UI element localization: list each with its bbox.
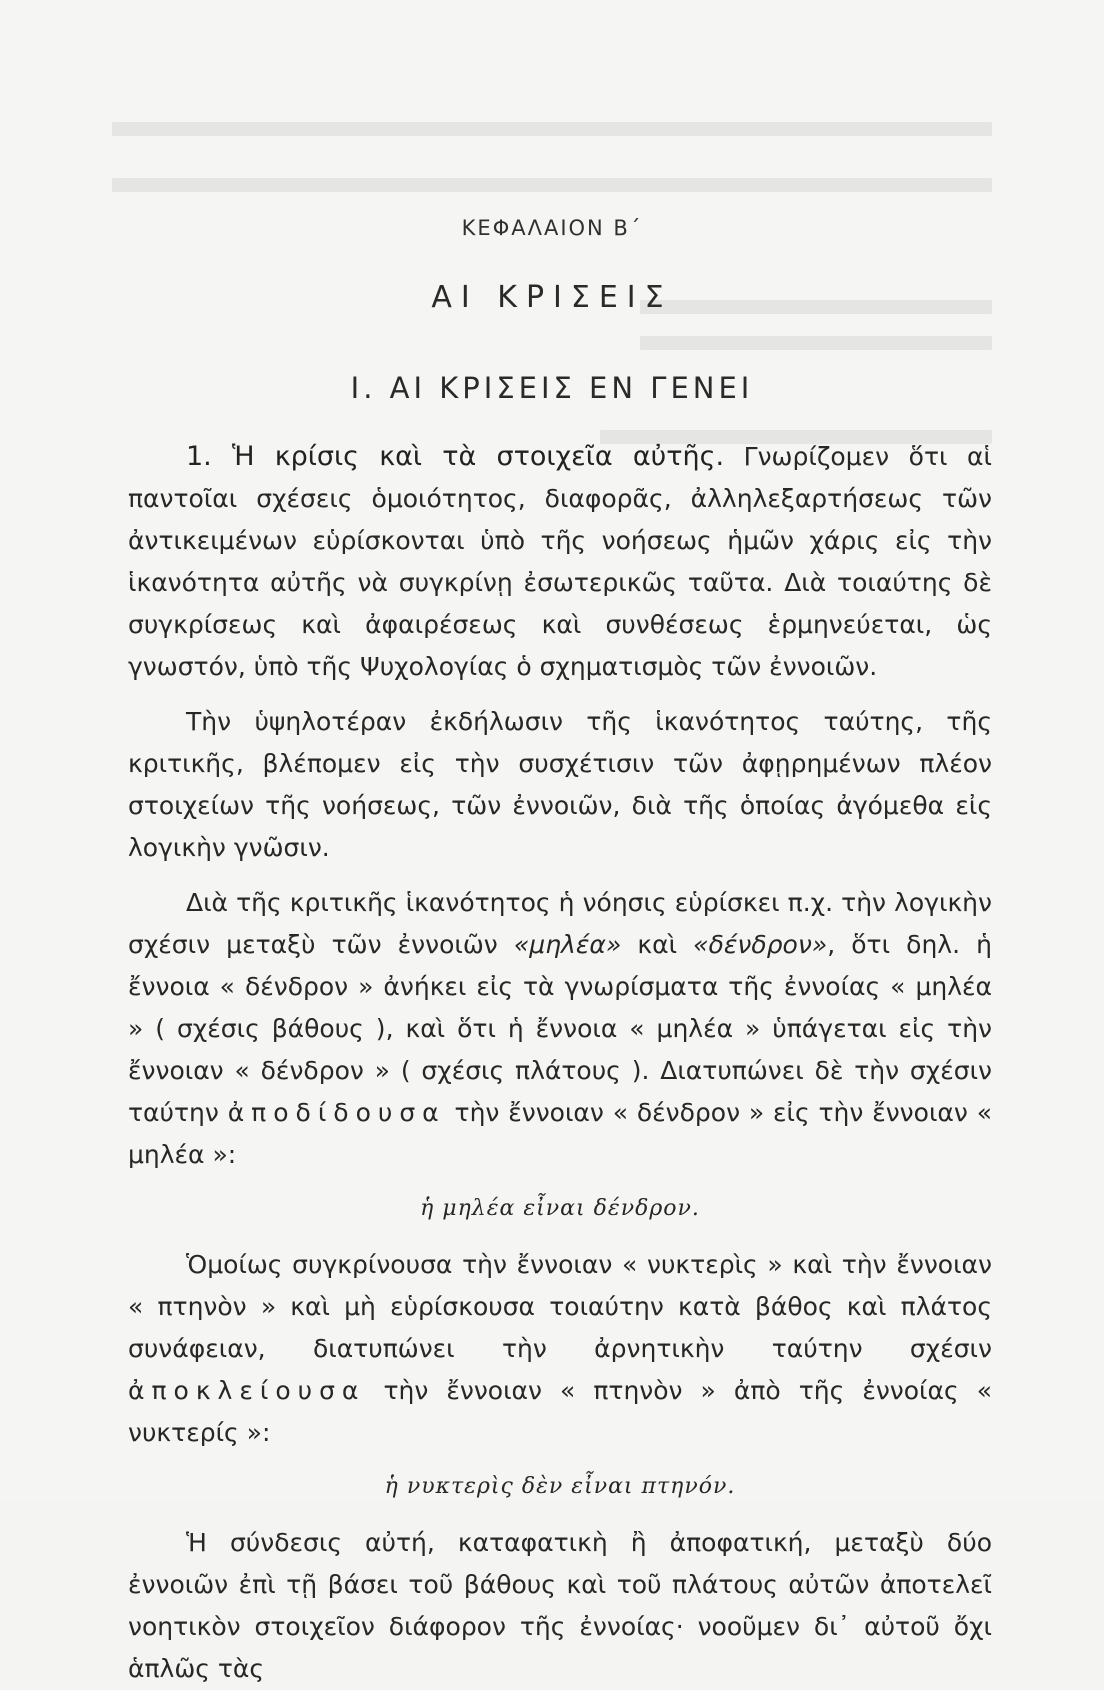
paragraph-text: τὴν ἔννοιαν « πτηνὸν » ἀπὸ τῆς ἐννοίας « νυκτερίς »:	[128, 1376, 992, 1447]
paragraph-text: τὴν ἔννοιαν « δένδρον » εἰς τὴν ἔννοιαν « μηλέα »:	[128, 1098, 992, 1169]
term-italic: «μηλέα»	[513, 930, 622, 959]
paragraph-text: καὶ	[621, 930, 694, 959]
paragraph-heading: 1. Ἡ κρίσις καὶ τὰ στοιχεῖα αὐτῆς.	[186, 441, 725, 472]
spaced-emphasis: ἀποκλείουσα	[128, 1376, 366, 1405]
paragraph-text: Ὁμοίως συγκρίνουσα τὴν ἔννοιαν « νυκτερὶς » καὶ τὴν ἔννοιαν « πτηνὸν » καὶ μὴ εὑρίσκουσα τοιαύτην κατὰ βάθος καὶ πλάτος συνάφειαν, διατυπώνει τὴν ἀρνητικὴν ταύτην σχέσιν	[128, 1250, 992, 1363]
paragraph-5	[128, 1522, 992, 1690]
paragraph-text: Τὴν ὑψηλοτέραν ἐκδήλωσιν τῆς ἱκανότητος ταύτης, τῆς κριτικῆς, βλέπομεν εἰς τὴν συσχέτισιν τῶν ἀφῃρημένων πλέον στοιχείων τῆς νοήσεως, τῶν ἐννοιῶν, διὰ τῆς ὁποίας ἀγόμεθα εἰς λογικὴν γνῶσιν.	[128, 707, 992, 862]
paragraph-3	[128, 882, 992, 1176]
paragraph-1	[128, 436, 992, 688]
chapter-label: ΚΕΦΑΛΑΙΟΝ Β΄	[461, 216, 643, 240]
paragraph-text: Ἡ σύνδεσις αὐτή, καταφατικὴ ἢ ἀποφατική, μεταξὺ δύο ἐννοιῶν ἐπὶ τῇ βάσει τοῦ βάθους καὶ τοῦ πλάτους αὐτῶν ἀποτελεῖ νοητικὸν στοιχεῖον διάφορον τῆς ἐννοίας· νοοῦμεν δι᾿ αὐτοῦ ὄχι ἁπλῶς τὰς	[128, 1528, 992, 1683]
bleed-through-line	[640, 336, 992, 350]
paragraph-text: , ὅτι δηλ. ἡ ἔννοια « δένδρον » ἀνήκει εἰς τὰ γνωρίσματα τῆς ἐννοίας « μηλέα » ( σχέσις βάθους ), καὶ ὅτι ἡ ἔννοια « μηλέα » ὑπάγεται εἰς τὴν ἔννοιαν « δένδρον » ( σχέσις πλάτους ). Διατυπώνει δὲ τὴν σχέσιν ταύτην	[128, 930, 992, 1127]
paragraph-text: Γνωρίζομεν ὅτι αἱ παντοῖαι σχέσεις ὁμοιότητος, διαφορᾶς, ἀλληλεξαρτήσεως τῶν ἀντικειμένων εὑρίσκονται ὑπὸ τῆς νοήσεως ἡμῶν χάρις εἰς τὴν ἱκανότητα αὐτῆς νὰ συγκρίνῃ ἐσωτερικῶς ταῦτα. Διὰ τοιαύτης δὲ συγκρίσεως καὶ ἀφαιρέσεως καὶ συνθέσεως ἑρμηνεύεται, ὡς γνωστόν, ὑπὸ τῆς Ψυχολογίας ὁ σχηματισμὸς τῶν ἐννοιῶν.	[128, 442, 992, 681]
paragraph-4	[128, 1244, 992, 1454]
spaced-emphasis: ἀποδίδουσα	[227, 1098, 446, 1127]
bleed-through-line	[112, 122, 992, 136]
section-title: Ι. ΑΙ ΚΡΙΣΕΙΣ ΕΝ ΓΕΝΕΙ	[350, 371, 754, 405]
term-italic: «δένδρον»	[693, 930, 828, 959]
paragraph-text: Διὰ τῆς κριτικῆς ἱκανότητος ἡ νόησις εὑρίσκει π.χ. τὴν λογικὴν σχέσιν μεταξὺ τῶν ἐννοιῶν	[128, 888, 992, 959]
chapter-title: ΑΙ ΚΡΙΣΕΙΣ	[431, 280, 673, 315]
example-sentence: ἡ μηλέα εἶναι δένδρον.	[420, 1196, 700, 1221]
bleed-through-line	[112, 178, 992, 192]
body-text	[128, 436, 992, 1690]
paragraph-2	[128, 701, 992, 869]
example-sentence: ἡ νυκτερὶς δὲν εἶναι πτηνόν.	[384, 1474, 736, 1499]
